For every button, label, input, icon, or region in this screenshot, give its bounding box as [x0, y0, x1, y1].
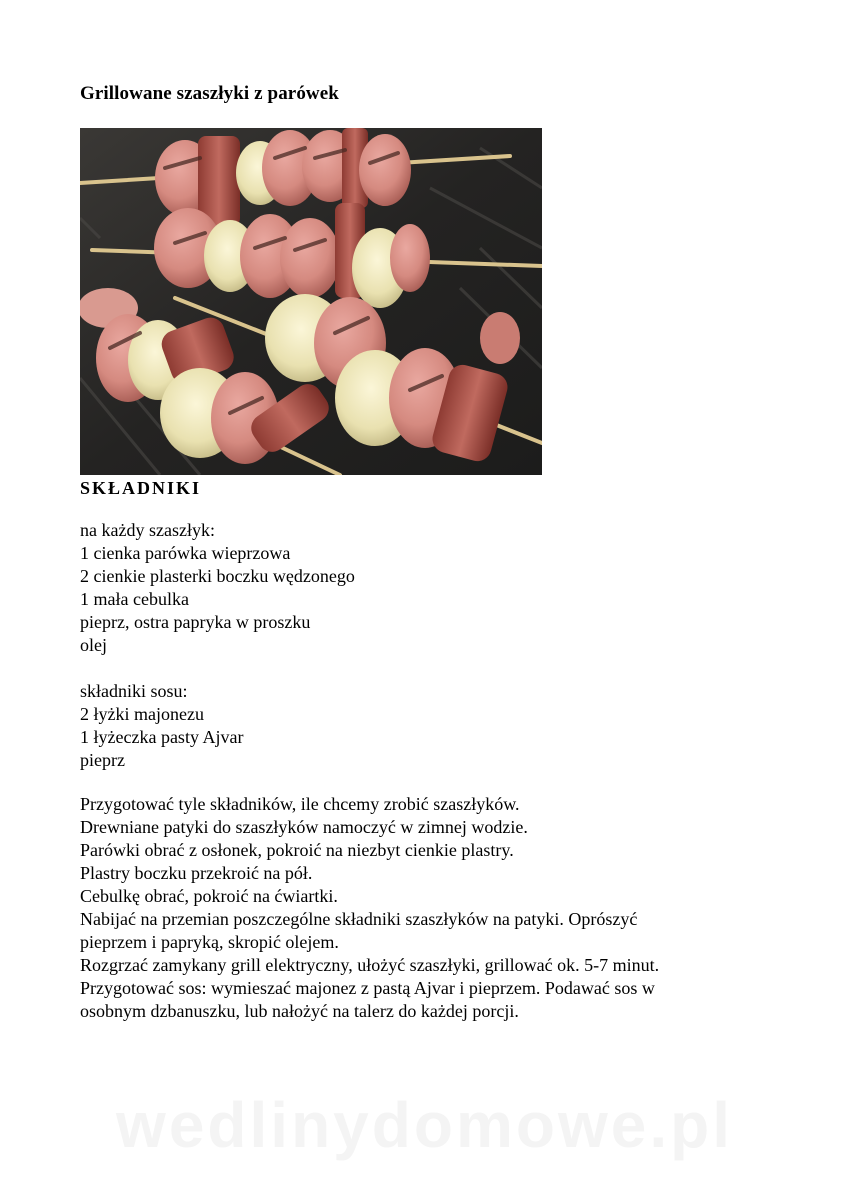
recipe-title: Grillowane szaszłyki z parówek [80, 83, 339, 104]
instruction-line: Przygotować tyle składników, ile chcemy zrobić szaszłyków. [80, 794, 520, 814]
sauce-ingredients-list [80, 680, 243, 772]
list-item: na każdy szaszłyk: [80, 520, 215, 540]
watermark: wedlinydomowe.pl [116, 1089, 733, 1161]
instruction-line: Drewniane patyki do szaszłyków namoczyć w zimnej wodzie. [80, 817, 528, 837]
list-item: 1 cienka parówka wieprzowa [80, 543, 291, 563]
list-item: 1 łyżeczka pasty Ajvar [80, 727, 244, 747]
list-item: 1 mała cebulka [80, 589, 189, 609]
grilled-skewers-photo [80, 128, 542, 475]
instruction-line: Plastry boczku przekroić na pół. [80, 863, 313, 883]
instruction-line: pieprzem i papryką, skropić olejem. [80, 932, 339, 952]
instruction-line: osobnym dzbanuszku, lub nałożyć na talerz do każdej porcji. [80, 1001, 519, 1021]
list-item: pieprz, ostra papryka w proszku [80, 612, 311, 632]
list-item: składniki sosu: [80, 681, 188, 701]
list-item: 2 łyżki majonezu [80, 704, 204, 724]
list-item: 2 cienkie plasterki boczku wędzonego [80, 566, 355, 586]
instruction-line: Rozgrzać zamykany grill elektryczny, ułożyć szaszłyki, grillować ok. 5-7 minut. [80, 955, 660, 975]
instruction-line: Cebulkę obrać, pokroić na ćwiartki. [80, 886, 338, 906]
instruction-line: Nabijać na przemian poszczególne składniki szaszłyków na patyki. Oprószyć [80, 909, 638, 929]
instruction-line: Przygotować sos: wymieszać majonez z pastą Ajvar i pieprzem. Podawać sos w [80, 978, 655, 998]
list-item: pieprz [80, 750, 125, 770]
instruction-line: Parówki obrać z osłonek, pokroić na niezbyt cienkie plastry. [80, 840, 514, 860]
ingredients-heading: SKŁADNIKI [80, 478, 202, 498]
instructions-block [80, 793, 659, 1023]
skewer-ingredients-list [80, 519, 355, 657]
list-item: olej [80, 635, 107, 655]
